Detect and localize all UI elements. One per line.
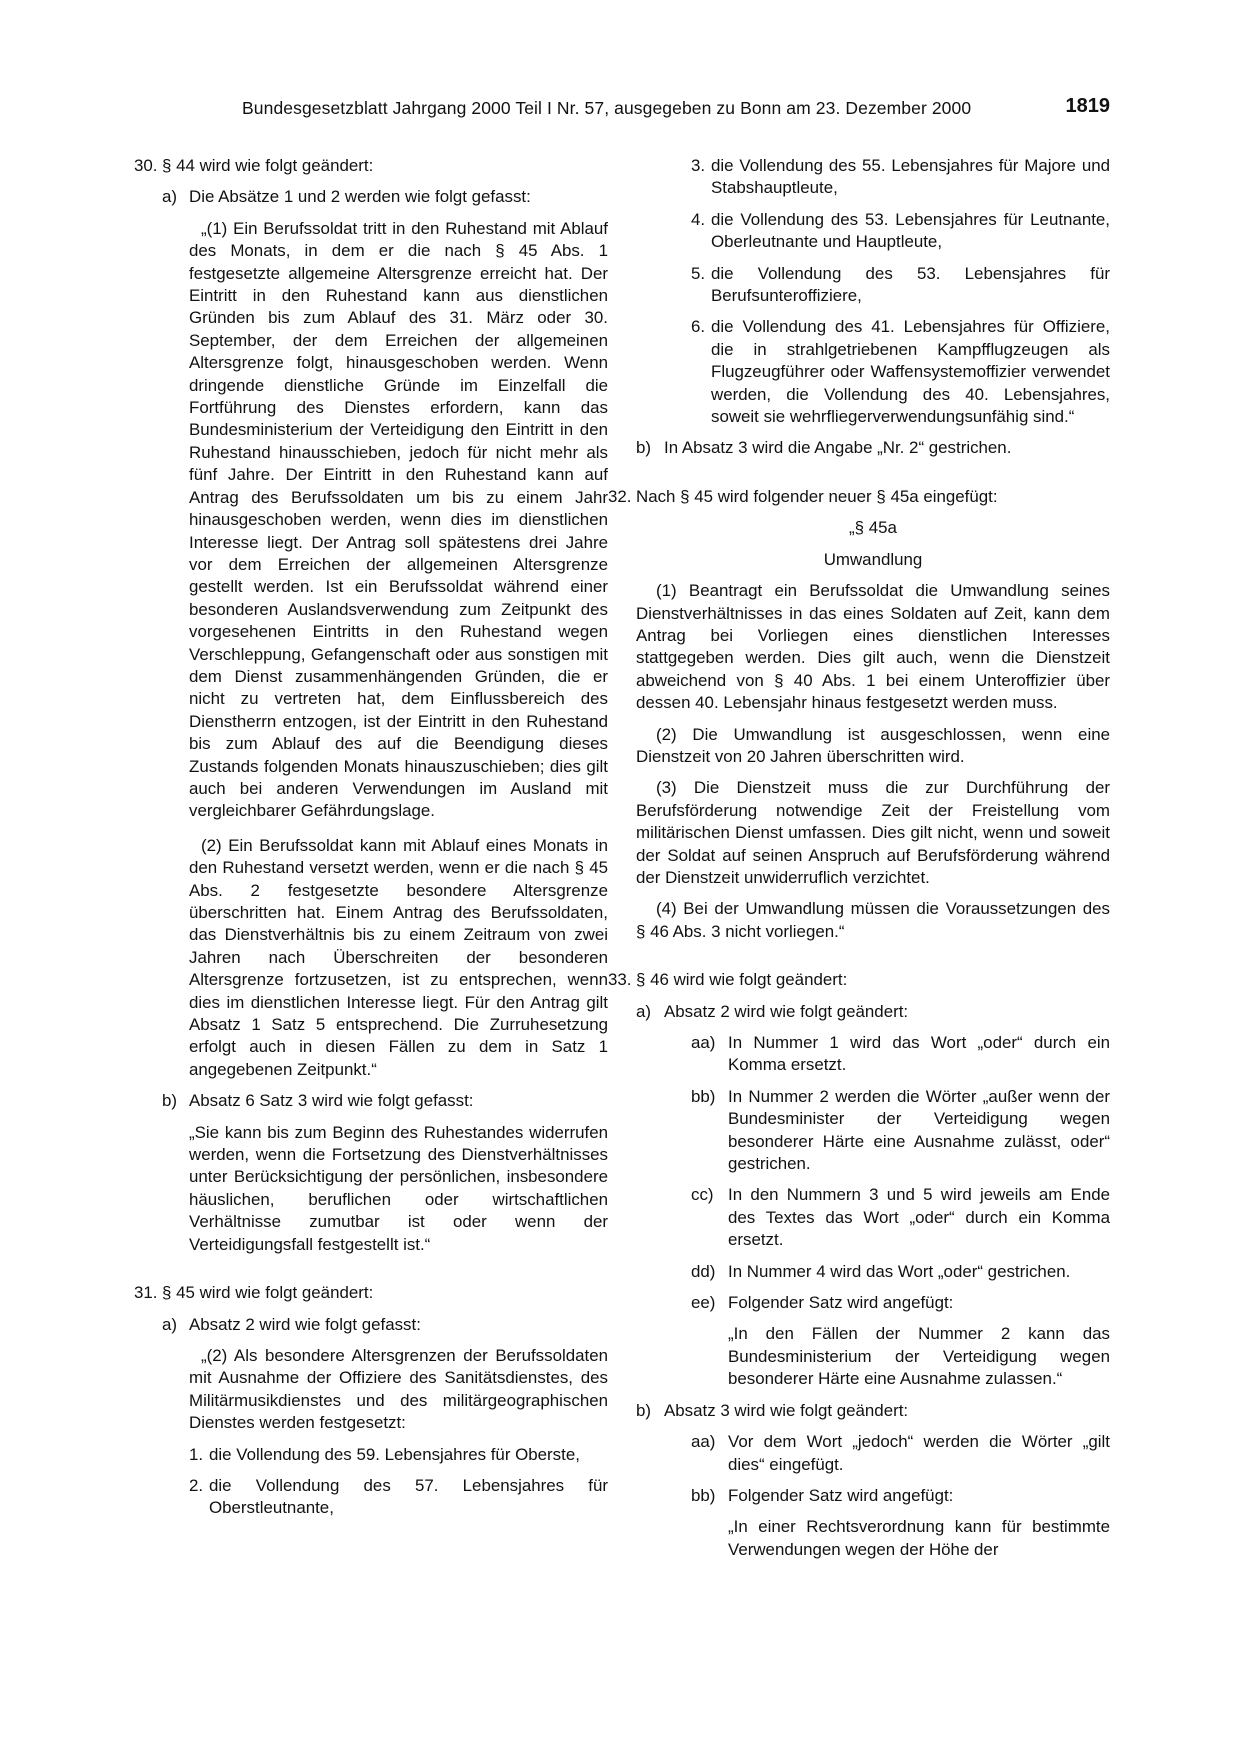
sub-item-text: In Absatz 3 wird die Angabe „Nr. 2“ gestrichen.	[664, 438, 1012, 458]
quoted-sentence: „In einer Rechtsverordnung kann für bestimmte Verwendungen wegen der Höhe der	[728, 1517, 1110, 1559]
sub-sub-label: dd)	[691, 1261, 716, 1281]
sub-sub-item	[636, 1086, 1110, 1176]
item-text: § 44 wird wie folgt geändert:	[162, 156, 374, 175]
sub-sub-item	[636, 1032, 1110, 1077]
quoted-sentence: „Sie kann bis zum Beginn des Ruhestandes widerrufen werden, wenn die Fortsetzung des Dienstverhältnisses unter Berücksichtigung der persönlichen, insbesondere häuslichen, beruflichen oder wirtschaftlichen Verhältnisse zumutbar ist oder wenn der Verteidigungsfall festgestellt ist.“	[189, 1122, 608, 1254]
item-text: Nach § 45 wird folgender neuer § 45a eingefügt:	[636, 486, 998, 506]
list-number: 2.	[189, 1475, 204, 1495]
sub-sub-label: aa)	[691, 1432, 716, 1452]
list-number: 5.	[691, 263, 706, 283]
quoted-paragraph-2: (2) Ein Berufssoldat kann mit Ablauf eines Monats in den Ruhestand versetzt werden, wenn er die nach § 45 Abs. 2 festgesetzte besondere Altersgrenze überschritten hat. Einem Antrag des Berufssoldaten, das Dienstverhältnis bis zu einem Zeitraum von zwei Jahren nach Überschreiten der besonderen Altersgrenze fortzusetzen, ist zu entsprechen, wenn dies im dienstlichen Interesse liegt. Für den Antrag gilt Absatz 1 Satz 5 entsprechend. Die Zurruhesetzung erfolgt auch in diesen Fällen zu dem in Satz 1 angegebenen Zeitpunkt.“	[189, 835, 608, 1079]
sub-sub-text: In Nummer 2 werden die Wörter „außer wenn der Bundesminister der Verteidigung wegen besonderer Härte eine Ausnahme zulässt, oder“ gestrichen.	[728, 1086, 1110, 1174]
list-item	[636, 263, 1110, 308]
item-number: 31.	[134, 1283, 158, 1303]
amendment-30	[134, 155, 608, 177]
section-heading: „§ 45a	[849, 518, 897, 538]
list-number: 3.	[691, 156, 706, 175]
item-number: 32.	[608, 486, 632, 506]
item-number: 33.	[608, 970, 632, 990]
left-column	[134, 155, 608, 1520]
sub-sub-text: Folgender Satz wird angefügt:	[728, 1485, 954, 1505]
amendment-31	[134, 1282, 608, 1304]
amendment-32	[608, 486, 1110, 508]
sub-sub-label: bb)	[691, 1086, 716, 1106]
item-number: 30.	[134, 156, 158, 175]
sub-sub-item	[636, 1431, 1110, 1476]
running-header	[0, 95, 1240, 128]
list-item	[134, 1475, 608, 1520]
quoted-paragraph-1: „(1) Ein Berufssoldat tritt in den Ruhestand mit Ablauf des Monats, in dem er die nach § 45 Abs. 1 festgesetzte allgemeine Altersgrenze erreicht hat. Der Eintritt in den Ruhestand kann aus dienstlichen Gründen bis zum Ablauf des 31. März oder 30. September, der dem Erreichen der allgemeinen Altersgrenze folgt, hinausgeschoben werden. Wenn dringende dienstliche Gründe im Einzelfall die Fortführung des Dienstes erfordern, kann das Bundesministerium der Verteidigung den Eintritt in den Ruhestand hinausschieben, jedoch für nicht mehr als fünf Jahre. Der Eintritt in den Ruhestand kann auf Antrag des Berufssoldaten um bis zu einem Jahr hinausgeschoben werden, wenn dies im dienstlichen Interesse liegt. Der Antrag soll spätestens drei Jahre vor dem Erreichen der allgemeinen Altersgrenze gestellt werden. Ist ein Berufssoldat während einer besonderen Auslandsverwendung zum Zeitpunkt des vorgesehenen Eintritts in den Ruhestand wegen Verschleppung, Gefangenschaft oder aus sonstigen mit dem Dienst zusammenhängenden Gründen, die er nicht zu vertreten hat, dem Einflussbereich des Dienstherrn entzogen, ist der Eintritt in den Ruhestand bis zum Ablauf des auf die Beendigung dieses Zustands folgenden Monats hinauszuschieben; dies gilt auch bei anderen Verwendungen im Ausland mit vergleichbarer Gefährdungslage.	[189, 218, 608, 821]
list-text: die Vollendung des 53. Lebensjahres für Berufsunteroffiziere,	[711, 263, 1110, 306]
list-number: 4.	[691, 209, 706, 229]
sub-item-text: Absatz 2 wird wie folgt geändert:	[664, 1001, 909, 1021]
list-item	[134, 1444, 608, 1466]
sub-item-text: Die Absätze 1 und 2 werden wie folgt gefasst:	[189, 187, 531, 207]
sub-sub-item	[636, 1485, 1110, 1507]
running-title: Bundesgesetzblatt Jahrgang 2000 Teil I Nr. 57, ausgegeben zu Bonn am 23. Dezember 2000	[242, 98, 972, 118]
sub-item-label: b)	[636, 438, 652, 458]
sub-item-text: Absatz 2 wird wie folgt gefasst:	[189, 1314, 421, 1334]
sub-sub-label: aa)	[691, 1033, 716, 1052]
sub-sub-item	[636, 1261, 1110, 1283]
sub-sub-label: ee)	[691, 1293, 716, 1313]
sub-sub-text: In den Nummern 3 und 5 wird jeweils am Ende des Textes das Wort „oder“ durch ein Komma ersetzt.	[728, 1185, 1110, 1250]
sub-sub-text: Folgender Satz wird angefügt:	[728, 1293, 954, 1313]
sub-item-text: Absatz 3 wird wie folgt geändert:	[664, 1400, 909, 1420]
sub-item-a	[636, 1001, 1110, 1023]
sub-item-label: b)	[636, 1400, 652, 1420]
sub-item-a	[134, 186, 608, 208]
sub-sub-label: cc)	[691, 1185, 714, 1205]
list-text: die Vollendung des 55. Lebensjahres für Majore und Stabshauptleute,	[711, 156, 1110, 198]
section-subheading: Umwandlung	[823, 549, 923, 569]
amendment-33	[608, 969, 1110, 991]
list-text: die Vollendung des 59. Lebensjahres für Oberste,	[209, 1444, 580, 1464]
section-paragraph: (4) Bei der Umwandlung müssen die Voraussetzungen des § 46 Abs. 3 nicht vorliegen.“	[636, 899, 1110, 941]
list-item	[636, 316, 1110, 428]
list-item	[636, 155, 1110, 200]
sub-item-b	[636, 1400, 1110, 1422]
sub-item-text: Absatz 6 Satz 3 wird wie folgt gefasst:	[189, 1091, 474, 1111]
right-column	[608, 155, 1110, 1561]
list-number: 1.	[189, 1444, 204, 1464]
sub-item-label: a)	[162, 1314, 178, 1334]
list-item	[636, 209, 1110, 254]
list-number: 6.	[691, 317, 706, 337]
list-text: die Vollendung des 53. Lebensjahres für Leutnante, Oberleutnante und Hauptleute,	[711, 209, 1110, 252]
sub-item-b	[636, 437, 1110, 459]
sub-sub-text: Vor dem Wort „jedoch“ werden die Wörter „gilt dies“ eingefügt.	[728, 1432, 1110, 1474]
item-text: § 45 wird wie folgt geändert:	[162, 1283, 374, 1303]
section-paragraph: (3) Die Dienstzeit muss die zur Durchführung der Berufsförderung notwendige Zeit der Freistellung vom militärischen Dienst umfassen. Dies gilt nicht, wenn und soweit der Soldat auf seinen Anspruch auf Berufsförderung während der Dienstzeit unwiderruflich verzichtet.	[636, 778, 1110, 887]
page-number: 1819	[1065, 95, 1110, 117]
list-text: die Vollendung des 41. Lebensjahres für Offiziere, die in strahlgetriebenen Kampfflugzeugen als Flugzeugführer oder Waffensystemoffizier verwendet werden, die Vollendung des 40. Lebensjahres, soweit sie wehrfliegerverwendungsunfähig sind.“	[711, 317, 1110, 427]
sub-sub-text: In Nummer 4 wird das Wort „oder“ gestrichen.	[728, 1261, 1071, 1281]
sub-sub-item	[636, 1292, 1110, 1314]
sub-sub-item	[636, 1184, 1110, 1251]
quoted-sentence: „In den Fällen der Nummer 2 kann das Bundesministerium der Verteidigung wegen besonderer Härte eine Ausnahme zulassen.“	[728, 1324, 1110, 1389]
sub-sub-text: In Nummer 1 wird das Wort „oder“ durch ein Komma ersetzt.	[728, 1033, 1110, 1075]
sub-item-b	[134, 1090, 608, 1112]
sub-item-label: b)	[162, 1091, 178, 1111]
section-paragraph: (2) Die Umwandlung ist ausgeschlossen, wenn eine Dienstzeit von 20 Jahren überschritten wird.	[636, 724, 1110, 766]
sub-item-a	[134, 1314, 608, 1336]
section-paragraph: (1) Beantragt ein Berufssoldat die Umwandlung seines Dienstverhältnisses in das eines Soldaten auf Zeit, kann dem Antrag bei Vorliegen eines dienstlichen Interesses stattgegeben werden. Dies gilt auch, wenn die Dienstzeit abweichend von § 40 Abs. 1 bei einem Unteroffizier über dessen 40. Lebensjahr hinaus festgesetzt werden muss.	[636, 581, 1110, 713]
sub-item-label: a)	[636, 1001, 652, 1021]
quoted-paragraph: „(2) Als besondere Altersgrenzen der Berufssoldaten mit Ausnahme der Offiziere des Sanitätsdienstes, des Militärmusikdienstes und des militärgeographischen Dienstes werden festgesetzt:	[189, 1345, 608, 1433]
list-text: die Vollendung des 57. Lebensjahres für Oberstleutnante,	[209, 1475, 608, 1518]
sub-item-label: a)	[162, 187, 178, 207]
item-text: § 46 wird wie folgt geändert:	[636, 970, 848, 990]
sub-sub-label: bb)	[691, 1485, 716, 1505]
